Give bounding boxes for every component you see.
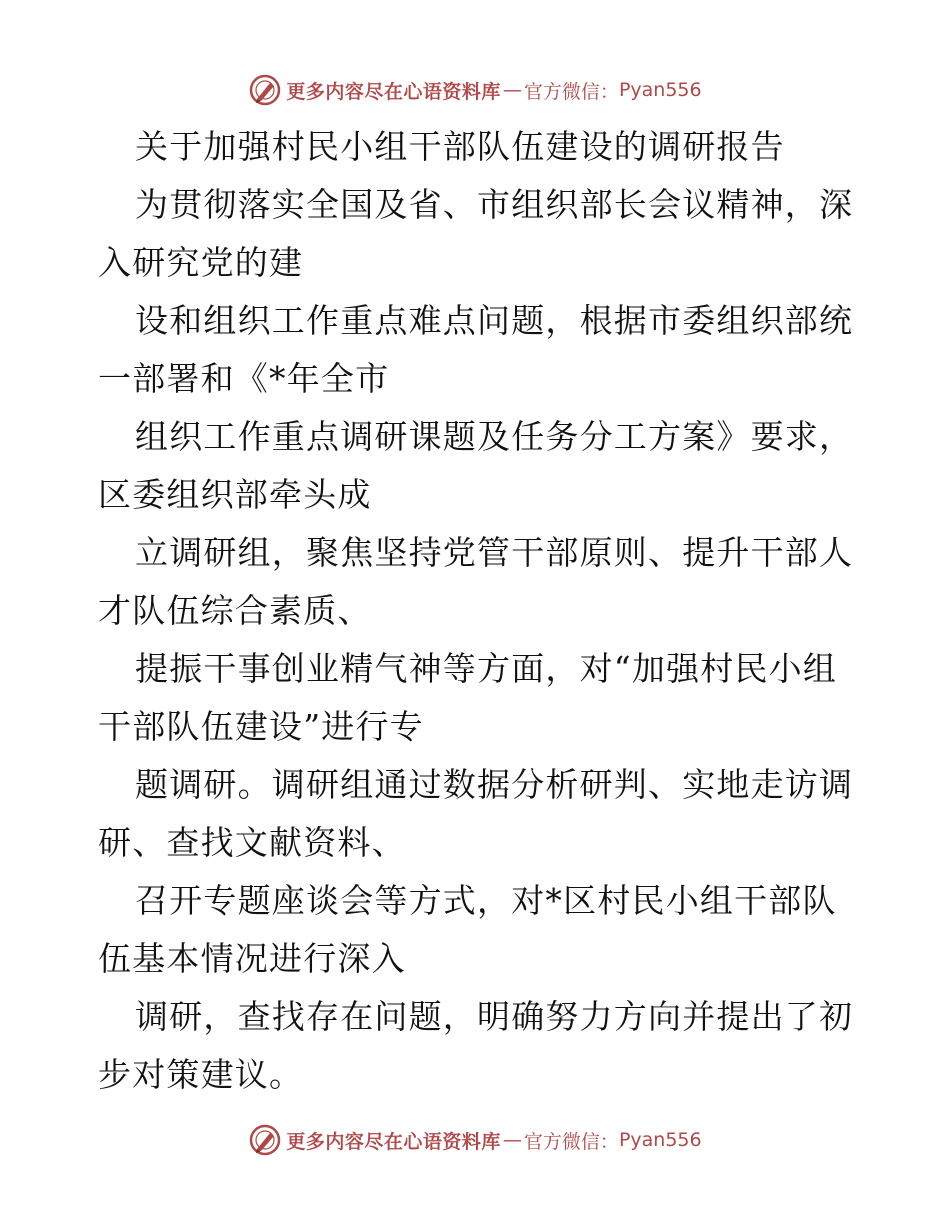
pen-nib-logo-icon (248, 73, 282, 107)
paragraph-line: 干部队伍建设”进行专 (98, 707, 424, 746)
watermark-contact-label: 官方微信： (523, 1130, 619, 1153)
paragraph-line: 为贯彻落实全国及省、市组织部长会议精神，深 (135, 185, 854, 224)
paragraph-line: 题调研。调研组通过数据分析研判、实地走访调 (135, 765, 854, 804)
paragraph-line: 立调研组，聚焦坚持党管干部原则、提升干部人 (135, 533, 854, 572)
watermark-dash: — (502, 79, 522, 101)
watermark-contact-label: 官方微信： (523, 80, 619, 103)
paragraph-line: 步对策建议。 (98, 1055, 304, 1094)
header-watermark (0, 70, 950, 110)
footer-watermark (0, 1120, 950, 1160)
paragraph-line: 召开专题座谈会等方式，对*区村民小组干部队 (135, 881, 837, 920)
paragraph-line: 一部署和《*年全市 (98, 359, 390, 398)
watermark-dash: — (502, 1129, 522, 1151)
paragraph-line: 设和组织工作重点难点问题，根据市委组织部统 (135, 301, 854, 340)
watermark-brand: 更多内容尽在心语资料库 (286, 80, 501, 103)
paragraph-line: 组织工作重点调研课题及任务分工方案》要求， (135, 417, 854, 456)
paragraph-line: 才队伍综合素质、 (98, 591, 372, 630)
paragraph-line: 伍基本情况进行深入 (98, 939, 406, 978)
watermark-contact-id: Pyan556 (618, 1129, 702, 1151)
paragraph-line: 提振干事创业精气神等方面，对“加强村民小组 (135, 649, 838, 688)
document-body (98, 118, 854, 1104)
paragraph-line: 入研究党的建 (98, 243, 304, 282)
pen-nib-logo-icon (248, 1123, 282, 1157)
watermark-contact-id: Pyan556 (618, 79, 702, 101)
watermark-brand: 更多内容尽在心语资料库 (286, 1130, 501, 1153)
document-title: 关于加强村民小组干部队伍建设的调研报告 (135, 127, 785, 166)
paragraph-line: 研、查找文献资料、 (98, 823, 406, 862)
paragraph-line: 调研，查找存在问题，明确努力方向并提出了初 (135, 997, 854, 1036)
paragraph-line: 区委组织部牵头成 (98, 475, 372, 514)
